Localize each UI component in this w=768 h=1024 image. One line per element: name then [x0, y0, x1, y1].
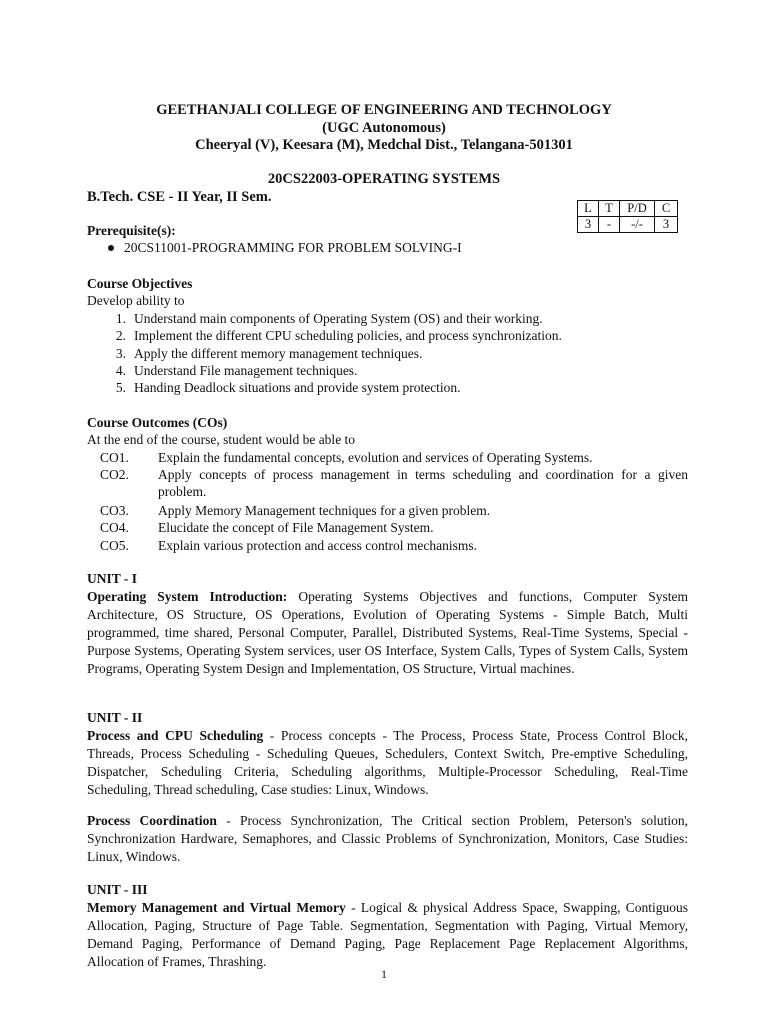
- outcome-text: Apply concepts of process management in terms scheduling and coordination for a given problem.: [158, 467, 688, 499]
- unit-title: UNIT - III: [87, 882, 148, 897]
- objective-item: [104, 310, 543, 327]
- college-address: Cheeryal (V), Keesara (M), Medchal Dist., Telangana-501301: [195, 137, 573, 153]
- objective-text: Apply the different memory management techniques.: [134, 346, 423, 361]
- prerequisite-text: 20CS11001-PROGRAMMING FOR PROBLEM SOLVING-I: [124, 240, 462, 255]
- topic-text: Operating Systems Objectives and functions, Computer System Architecture, OS Structure, OS Operations, Evolution of Operating Systems - Simple Batch, Multi programmed, time shared, Personal Computer, Parallel, Distributed Systems, Real-Time Systems, Special - Purpose Systems, Operating System services, user OS Interface, System Calls, Types of System Calls, System Programs, Operating System Design and Implementation, OS Structure, Virtual machines.: [87, 589, 688, 676]
- outcome-text: Apply Memory Management techniques for a given problem.: [158, 503, 491, 518]
- credits-value-row: [578, 217, 678, 233]
- credits-value-cell: -: [599, 217, 620, 233]
- credits-value-cell: -/-: [620, 217, 655, 233]
- unit-paragraph: [87, 899, 688, 971]
- unit-title: UNIT - II: [87, 710, 143, 725]
- unit-title: UNIT - I: [87, 571, 138, 586]
- topic-text: - Process Synchronization, The Critical section Problem, Peterson's solution, Synchronization Hardware, Semaphores, and Classic Problems of Synchronization, Monitors, Case Studies: Linux, Windows.: [87, 813, 689, 864]
- prerequisite-item: [108, 239, 462, 256]
- topic-label: Process Coordination: [87, 813, 217, 828]
- objective-text: Handing Deadlock situations and provide system protection.: [134, 380, 461, 395]
- objective-text: Implement the different CPU scheduling policies, and process synchronization.: [134, 328, 562, 343]
- outcome-id: CO4.: [100, 520, 129, 535]
- outcome-text: Explain the fundamental concepts, evolution and services of Operating Systems.: [158, 450, 593, 465]
- credits-table: [577, 200, 678, 233]
- topic-text: - Logical & physical Address Space, Swapping, Contiguous Allocation, Paging, Structure of Page Table. Segmentation, Segmentation with Paging, Virtual Memory, Demand Paging, Performance of Demand Paging, Page Replacement Page Replacement Algorithms, Allocation of Frames, Thrashing.: [87, 900, 688, 969]
- objective-item: [104, 345, 422, 362]
- bullet-icon: [108, 245, 114, 251]
- objective-item: [104, 362, 357, 379]
- outcome-item: [0, 502, 768, 520]
- objective-text: Understand File management techniques.: [134, 363, 358, 378]
- outcome-id: CO2.: [100, 467, 129, 482]
- objective-number: 4.: [115, 363, 126, 378]
- prerequisites-heading: Prerequisite(s):: [87, 223, 176, 238]
- credits-value-cell: 3: [578, 217, 599, 233]
- credits-header-cell: C: [655, 201, 678, 217]
- outcome-text: Explain various protection and access control mechanisms.: [158, 538, 478, 553]
- objective-number: 2.: [115, 328, 126, 343]
- outcome-id: CO1.: [100, 450, 129, 465]
- objective-number: 1.: [115, 311, 126, 326]
- unit-paragraph: [87, 588, 688, 678]
- credits-header-cell: T: [599, 201, 620, 217]
- credits-header-row: [578, 201, 678, 217]
- page-number: 1: [381, 967, 387, 981]
- topic-text: - Process concepts - The Process, Process State, Process Control Block, Threads, Process Scheduling - Scheduling Queues, Schedulers, Context Switch, Pre-emptive Scheduling, Dispatcher, Scheduling Criteria, Scheduling algorithms, Multiple-Processor Scheduling, Real-Time Scheduling, Thread scheduling, Case studies: Linux, Windows.: [87, 728, 688, 797]
- unit-paragraph: [87, 812, 688, 866]
- objective-text: Understand main components of Operating System (OS) and their working.: [134, 311, 543, 326]
- objective-item: [104, 327, 562, 344]
- credits-header-cell: L: [578, 201, 599, 217]
- objective-number: 3.: [115, 346, 126, 361]
- unit-paragraph: [87, 727, 688, 799]
- objectives-heading: Course Objectives: [87, 276, 193, 291]
- autonomy-status: (UGC Autonomous): [322, 120, 446, 136]
- topic-label: Memory Management and Virtual Memory: [87, 900, 346, 915]
- outcomes-intro: At the end of the course, student would be able to: [87, 432, 356, 447]
- credits-value-cell: 3: [655, 217, 678, 233]
- outcome-item: [0, 449, 768, 467]
- outcome-text: Elucidate the concept of File Management System.: [158, 520, 434, 535]
- topic-label: Operating System Introduction:: [87, 589, 288, 604]
- outcomes-heading: Course Outcomes (COs): [87, 415, 228, 430]
- objectives-intro: Develop ability to: [87, 293, 185, 308]
- outcome-item: [0, 519, 768, 537]
- objective-number: 5.: [115, 380, 126, 395]
- course-title: 20CS22003-OPERATING SYSTEMS: [267, 171, 501, 187]
- credits-header-cell: P/D: [620, 201, 655, 217]
- program-semester: B.Tech. CSE - II Year, II Sem.: [87, 189, 272, 205]
- outcome-item: [0, 466, 768, 502]
- topic-label: Process and CPU Scheduling: [87, 728, 264, 743]
- college-name: GEETHANJALI COLLEGE OF ENGINEERING AND TECHNOLOGY: [156, 102, 612, 118]
- outcome-id: CO3.: [100, 503, 129, 518]
- objective-item: [104, 379, 461, 396]
- outcome-id: CO5.: [100, 538, 129, 553]
- outcome-item: [0, 537, 768, 555]
